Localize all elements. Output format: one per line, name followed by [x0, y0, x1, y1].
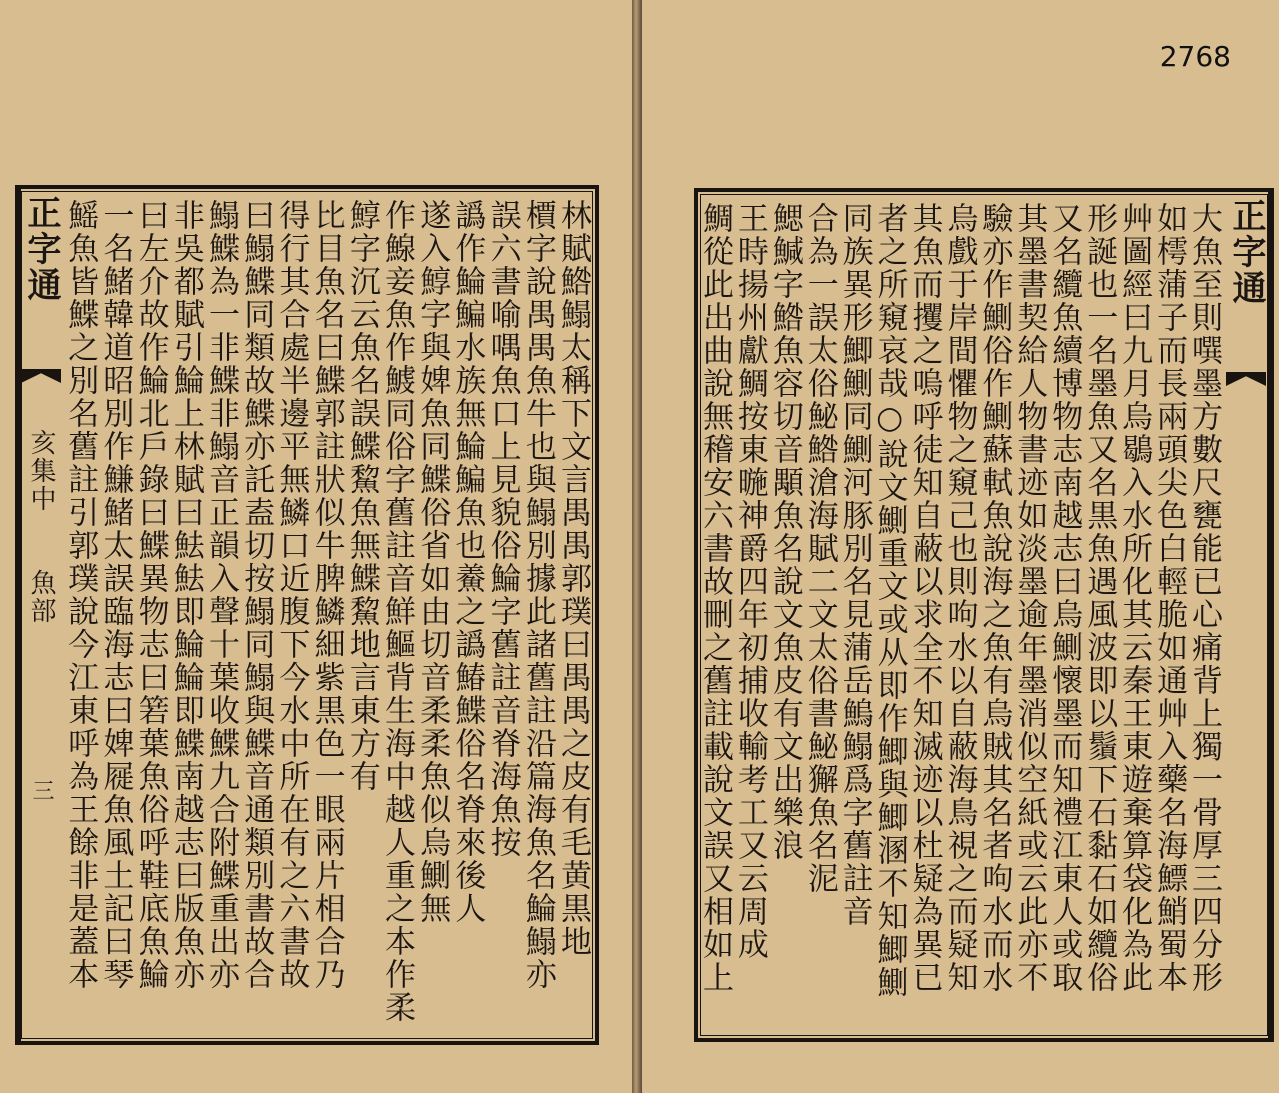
text-column: 形誕也一名墨魚又名黒魚遇風波即以鬚下石黏石如纜俗 — [1081, 202, 1118, 994]
text-column: 同族異形鯽鰂同鰂河豚別名見蒲岳鰞鰨爲字舊註音 — [836, 202, 873, 928]
text-column: 鯙字沉云魚名誤鰈鯬魚無鰈鯬地言東方有 — [343, 199, 380, 793]
text-column: 曰鰨鰈同類故鰈亦託盍切按鰨同鰨與鰈音通類別書故合 — [238, 199, 275, 991]
text-column: 大魚至則噀墨方數尺甕能已心痛背上獨一骨厚三四分形 — [1186, 202, 1222, 994]
text-column: 其墨書契給人物書迹如淡墨逾年墨消似空紙或云此亦不 — [1011, 202, 1048, 994]
fishtail-mark-icon — [21, 369, 61, 383]
margin-folio: 三 — [29, 779, 54, 803]
margin-title: 正字通 — [1226, 198, 1266, 306]
book-gutter — [632, 0, 642, 1093]
margin-title: 正字通 — [21, 195, 61, 303]
text-column: 比目魚名曰鰈郭註狀似牛脾鱗細紫黒色一眼兩片相合乃 — [308, 199, 345, 991]
right-page — [642, 0, 1279, 1093]
text-column: 鰓鰔字鯦魚容切音顒魚名說文魚皮有文出樂浪 — [766, 202, 803, 862]
text-column: 遂入鯙字與婢魚同鰈俗省如由切音柔柔魚似烏鰂無 — [414, 199, 451, 925]
text-column: 又名纜魚續博物志南越志曰烏鰂懷墨而知禮江東人或取 — [1046, 202, 1083, 994]
text-column: 鯛從此出曲說無稽安六書故刪之舊註載說文誤又相如上 — [696, 202, 733, 994]
text-column: 誤六書喻喁魚口上見貌俗鯩字舊註音脊海魚按 — [484, 199, 521, 859]
text-column: 其魚而攫之嗚呼徒知自蔽以求全不知滅迹以杜疑為異已 — [906, 202, 943, 994]
text-column: 譌作鯩鯿水族無鯩鯿魚也鯗之譌鰆鰈俗名脊來後人 — [449, 199, 486, 925]
text-column: 得行其合處半邊平無鱗口近腹下今水中所在有之六書故 — [273, 199, 310, 991]
text-column: 林賦鯦鰨太稱下文言禺禺郭璞曰禺禺之皮有毛黄黒地 — [555, 199, 591, 958]
margin-volume: 亥集中 — [26, 429, 56, 513]
fishtail-mark-icon — [1226, 372, 1266, 386]
text-column: 王時揚州獻鯛按東暆神爵四年初捕收輸考工又云周成 — [731, 202, 768, 961]
text-column: 艸圖經曰九月烏鶡入水所化其云秦王東遊棄算袋化為此 — [1116, 202, 1153, 994]
page-number: 2768 — [1159, 40, 1231, 73]
text-column: 鰩魚皆鰈之別名舊註引郭璞說今江東呼為王餘非是蓋本 — [62, 199, 99, 991]
text-column: 檟字說禺禺魚牛也與鰨別據此諸舊註沿篇海魚名鯩鰨亦 — [519, 199, 556, 991]
text-column: 非吳都賦引鯩上林賦曰魼魼即鯩鯩即鰈南越志曰版魚亦 — [167, 199, 204, 991]
text-column: 一名鯺韓道昭別作鰜鯺太誤臨海志曰婢屣魚風土記曰琴 — [97, 199, 134, 991]
text-column: 如樗蒲子而長兩頭尖色白輕脆如通艸入藥名海鰾鮹蜀本 — [1151, 202, 1188, 994]
left-page — [0, 0, 633, 1093]
right-page-margin-column — [1226, 192, 1270, 1038]
text-column: 者之所窺哀哉○說文鰂重文或从即作鯽與鯽溷不知鯽鰂 — [871, 202, 908, 999]
left-page-frame — [15, 185, 599, 1045]
text-column: 合為一誤太俗鮅鯦滄海賦二文太俗書鮅獬魚名泥 — [801, 202, 838, 895]
margin-section: 魚部 — [26, 569, 56, 625]
text-column: 驗亦作鰂俗作鰂蘇軾魚說海之魚有烏賊其名者呴水而水 — [976, 202, 1013, 994]
text-column: 烏戲于岸間懼物之窺己也則呴水以自蔽海鳥視之而疑知 — [941, 202, 978, 994]
text-column: 作鰁妾魚作鰬同俗字舊註音鮮鰸背生海中越人重之本作柔 — [379, 199, 415, 1024]
text-column: 曰左介故作鯩北戶錄曰鰈異物志曰箬葉魚俗呼鞋底魚鯩 — [132, 199, 169, 991]
right-page-frame — [694, 188, 1274, 1042]
left-page-margin-column — [19, 189, 63, 1041]
text-column: 鰨鰈為一非鰈非鰨音正韻入聲十葉收鰈九合附鰈重出亦 — [203, 199, 239, 991]
